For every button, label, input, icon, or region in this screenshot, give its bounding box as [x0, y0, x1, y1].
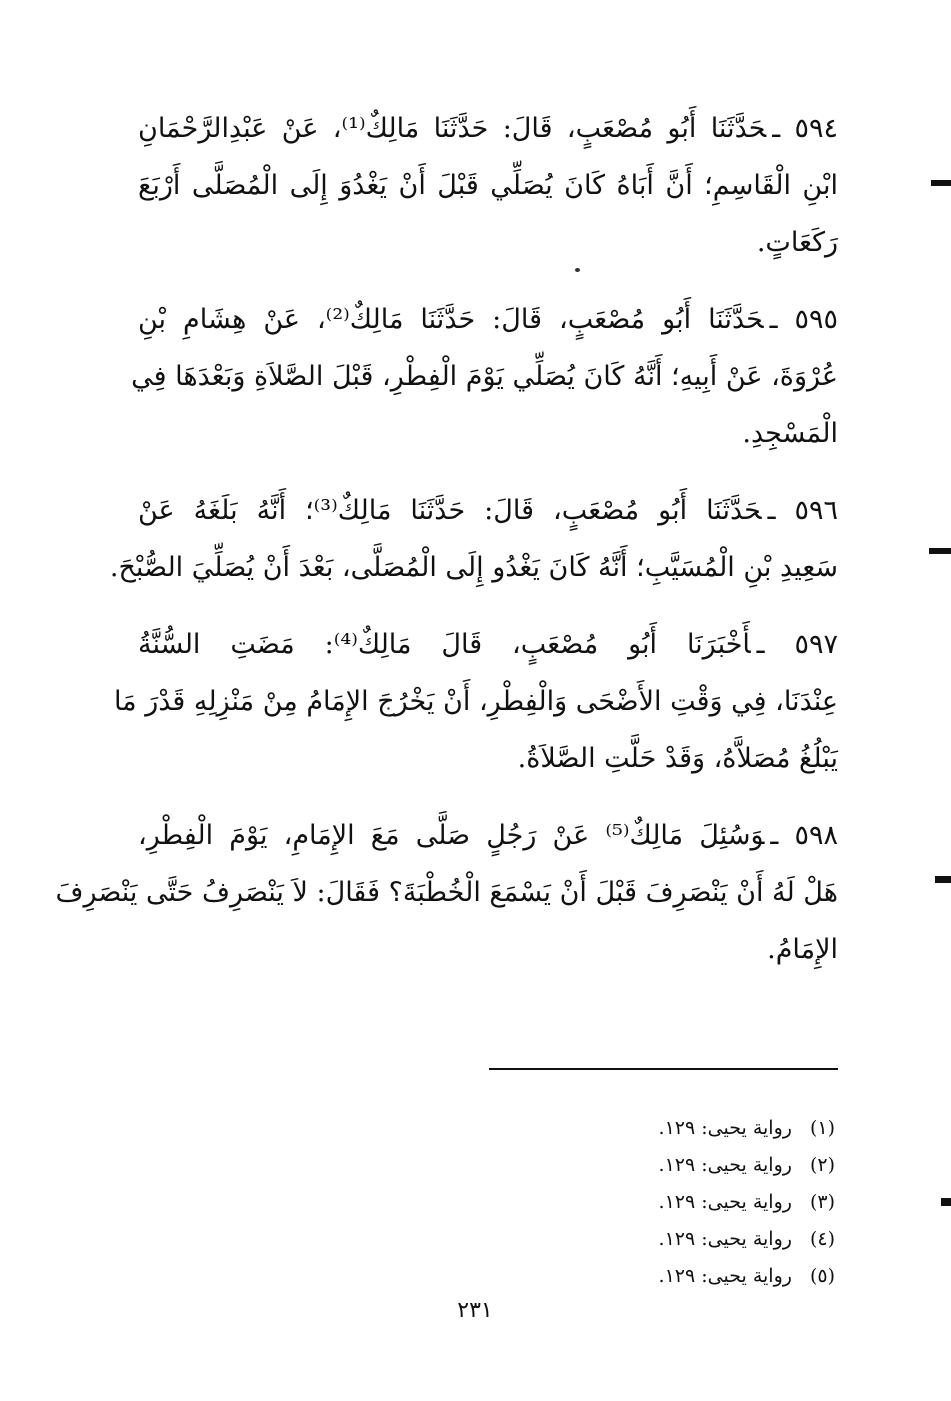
entry-line: عِنْدَنَا، فِي وَقْتِ الأَضْحَى وَالْفِطْرِ، أَنْ يَخْرُجَ الإِمَامُ مِنْ مَنْزِلِهِ قَدْرَ مَا — [113, 686, 838, 717]
footnote-text: رواية يحيى: ١٢٩. — [658, 1154, 792, 1176]
hadith-entry-596 — [109, 482, 838, 596]
footnote — [560, 1147, 835, 1184]
entry-line: يَبْلُغُ مُصَلاَّهُ، وَقَدْ حَلَّتِ الصَّلاَةُ. — [517, 743, 838, 774]
entry-line: عُرْوَةَ، عَنْ أَبِيهِ؛ أَنَّهُ كَانَ يُصَلِّي يَوْمَ الْفِطْرِ، قَبْلَ الصَّلاَةِ وَبَعْدَهَا فِي — [131, 361, 838, 392]
entry-line — [138, 616, 838, 673]
footnote-number: (٤) — [809, 1228, 835, 1250]
hadith-number: ٥٩٦ ـ — [767, 495, 838, 526]
entry-line: ابْنِ الْقَاسِمِ؛ أَنَّ أَبَاهُ كَانَ يُصَلِّي قَبْلَ أَنْ يَغْدُوَ إِلَى الْمُصَلَّى أَرْبَعَ — [138, 170, 838, 201]
scan-speck — [575, 268, 580, 272]
entry-line — [138, 100, 838, 157]
hadith-number: ٥٩٥ ـ — [769, 304, 838, 335]
scan-edge-mark — [941, 1198, 951, 1206]
footnotes — [560, 1110, 835, 1295]
scan-edge-mark — [935, 876, 951, 883]
line-text: حَدَّثَنَا أَبُو مُصْعَبٍ، قَالَ: حَدَّثَنَا مَالِكٌ⁽²⁾، عَنْ هِشَامِ بْنِ — [138, 304, 764, 335]
hadith-entry-594 — [138, 100, 838, 271]
entry-line — [138, 807, 838, 864]
scan-edge-mark — [931, 180, 951, 186]
footnote-divider — [489, 1068, 838, 1070]
footnote — [560, 1184, 835, 1221]
footnote-number: (٥) — [809, 1265, 835, 1287]
entry-line: الْمَسْجِدِ. — [742, 418, 838, 449]
main-text — [55, 100, 838, 998]
hadith-entry-595 — [131, 291, 838, 462]
hadith-entry-598 — [55, 807, 838, 978]
footnote-number: (٢) — [809, 1154, 835, 1176]
entry-line: سَعِيدِ بْنِ الْمُسَيَّبِ؛ أَنَّهُ كَانَ يَغْدُو إِلَى الْمُصَلَّى، بَعْدَ أَنْ يُصَلِّيَ الصُّبْحَ. — [109, 552, 838, 583]
line-text: أَخْبَرَنَا أَبُو مُصْعَبٍ، قَالَ مَالِكٌ⁽⁴⁾: مَضَتِ السُّنَّةُ — [138, 629, 751, 660]
hadith-number: ٥٩٤ ـ — [772, 113, 838, 144]
hadith-number: ٥٩٧ ـ — [756, 629, 838, 660]
entry-line: هَلْ لَهُ أَنْ يَنْصَرِفَ قَبْلَ أَنْ يَسْمَعَ الْخُطْبَةَ؟ فَقَالَ: لاَ يَنْصَرِفُ حَتَّى يَنْصَرِفَ — [55, 877, 838, 908]
scan-edge-mark — [929, 548, 951, 554]
footnote-text: رواية يحيى: ١٢٩. — [658, 1228, 792, 1250]
hadith-number: ٥٩٨ ـ — [770, 820, 838, 851]
entry-line — [138, 482, 838, 539]
footnote — [560, 1258, 835, 1295]
footnote-number: (١) — [809, 1117, 835, 1139]
footnote-number: (٣) — [809, 1191, 835, 1213]
footnote-text: رواية يحيى: ١٢٩. — [658, 1265, 792, 1287]
footnote — [560, 1110, 835, 1147]
line-text: حَدَّثَنَا أَبُو مُصْعَبٍ، قَالَ: حَدَّثَنَا مَالِكٌ⁽³⁾؛ أَنَّهُ بَلَغَهُ عَنْ — [138, 495, 762, 526]
line-text: وَسُئِلَ مَالِكٌ⁽⁵⁾ عَنْ رَجُلٍ صَلَّى مَعَ الإِمَامِ، يَوْمَ الْفِطْرِ، — [138, 820, 765, 851]
line-text: حَدَّثَنَا أَبُو مُصْعَبٍ، قَالَ: حَدَّثَنَا مَالِكٌ⁽¹⁾، عَنْ عَبْدِالرَّحْمَانِ — [138, 113, 767, 144]
footnote — [560, 1221, 835, 1258]
hadith-entry-597 — [113, 616, 838, 787]
page-number: ٢٣١ — [457, 1298, 493, 1323]
entry-line — [138, 291, 838, 348]
footnote-text: رواية يحيى: ١٢٩. — [658, 1191, 792, 1213]
entry-line: الإِمَامُ. — [767, 934, 838, 965]
footnote-text: رواية يحيى: ١٢٩. — [658, 1117, 792, 1139]
entry-line: رَكَعَاتٍ. — [756, 227, 838, 258]
